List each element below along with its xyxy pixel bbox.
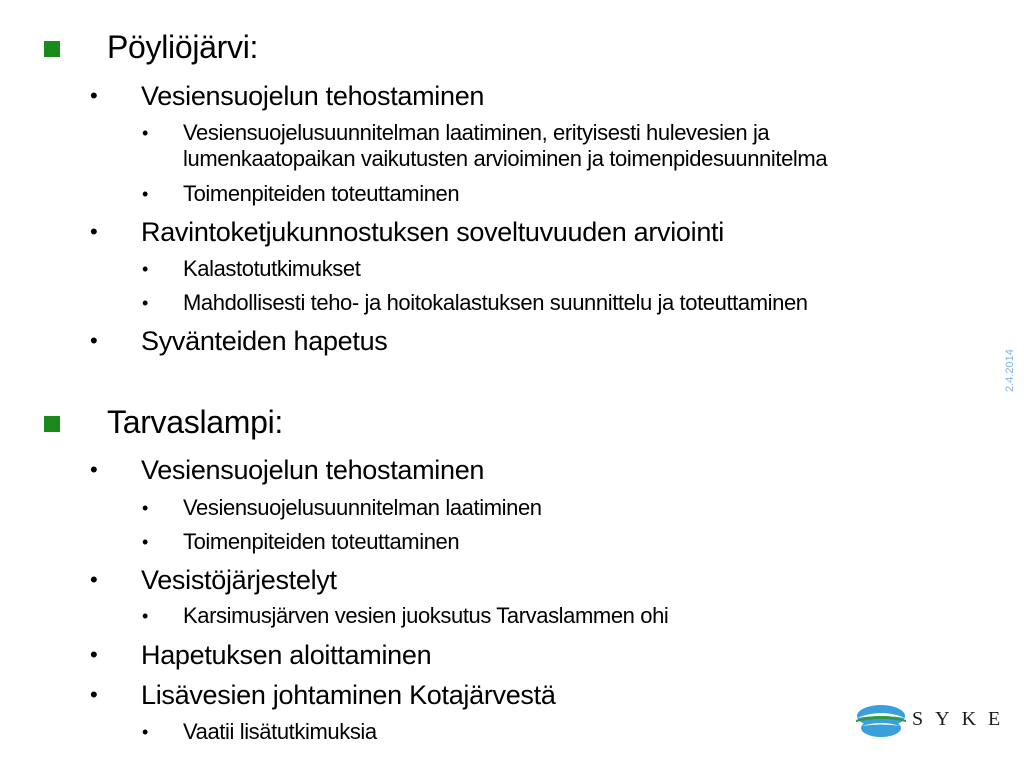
bullet-icon: • <box>90 642 98 667</box>
bullet-icon: • <box>90 219 98 244</box>
list-item-label: Vesiensuojelun tehostaminen <box>141 455 485 485</box>
syke-logo <box>854 698 1013 742</box>
list-item-label: Ravintoketjukunnostuksen soveltuvuuden arviointi <box>141 217 724 247</box>
sub-list-item-label: Vaatii lisätutkimuksia <box>183 719 377 744</box>
syke-logo-icon <box>854 698 908 742</box>
bullet-icon: • <box>90 457 98 482</box>
bullet-icon: • <box>90 567 98 592</box>
list-item-label: Syvänteiden hapetus <box>141 326 388 356</box>
bullet-icon: • <box>142 293 148 313</box>
sub-list-item-label: Mahdollisesti teho- ja hoitokalastuksen suunnittelu ja toteuttaminen <box>183 290 808 315</box>
bullet-icon: • <box>142 184 148 204</box>
section-title: Tarvaslampi: <box>107 404 284 440</box>
sub-list-item-label: Karsimusjärven vesien juoksutus Tarvaslammen ohi <box>183 603 669 628</box>
bullet-icon: • <box>90 682 98 707</box>
square-bullet-icon <box>44 416 60 432</box>
sub-list-item-label: Vesiensuojelusuunnitelman laatiminen <box>183 495 542 520</box>
section-title: Pöyliöjärvi: <box>107 29 259 65</box>
list-item-label: Vesiensuojelun tehostaminen <box>141 81 485 111</box>
sub-list-item-label: Toimenpiteiden toteuttaminen <box>183 181 460 206</box>
bullet-icon: • <box>90 328 98 353</box>
bullet-icon: • <box>90 83 98 108</box>
sub-list-item-label: Kalastotutkimukset <box>183 256 361 281</box>
square-bullet-icon <box>44 41 60 57</box>
bullet-icon: • <box>142 722 148 742</box>
bullet-icon: • <box>142 498 148 518</box>
list-item-label: Lisävesien johtaminen Kotajärvestä <box>141 680 556 710</box>
bullet-icon: • <box>142 606 148 626</box>
side-date: 2.4.2014 <box>1004 349 1016 392</box>
bullet-icon: • <box>142 259 148 279</box>
logo-text: SYKE <box>912 708 1013 730</box>
bullet-icon: • <box>142 123 148 143</box>
list-item-label: Vesistöjärjestelyt <box>141 565 337 595</box>
bullet-icon: • <box>142 532 148 552</box>
sub-list-item-label: Vesiensuojelusuunnitelman laatiminen, erityisesti hulevesien ja lumenkaatopaikan vaikutusten arvioiminen ja toimenpidesuunnitelma <box>183 120 828 171</box>
sub-list-item-label: Toimenpiteiden toteuttaminen <box>183 529 460 554</box>
list-item-label: Hapetuksen aloittaminen <box>141 640 432 670</box>
